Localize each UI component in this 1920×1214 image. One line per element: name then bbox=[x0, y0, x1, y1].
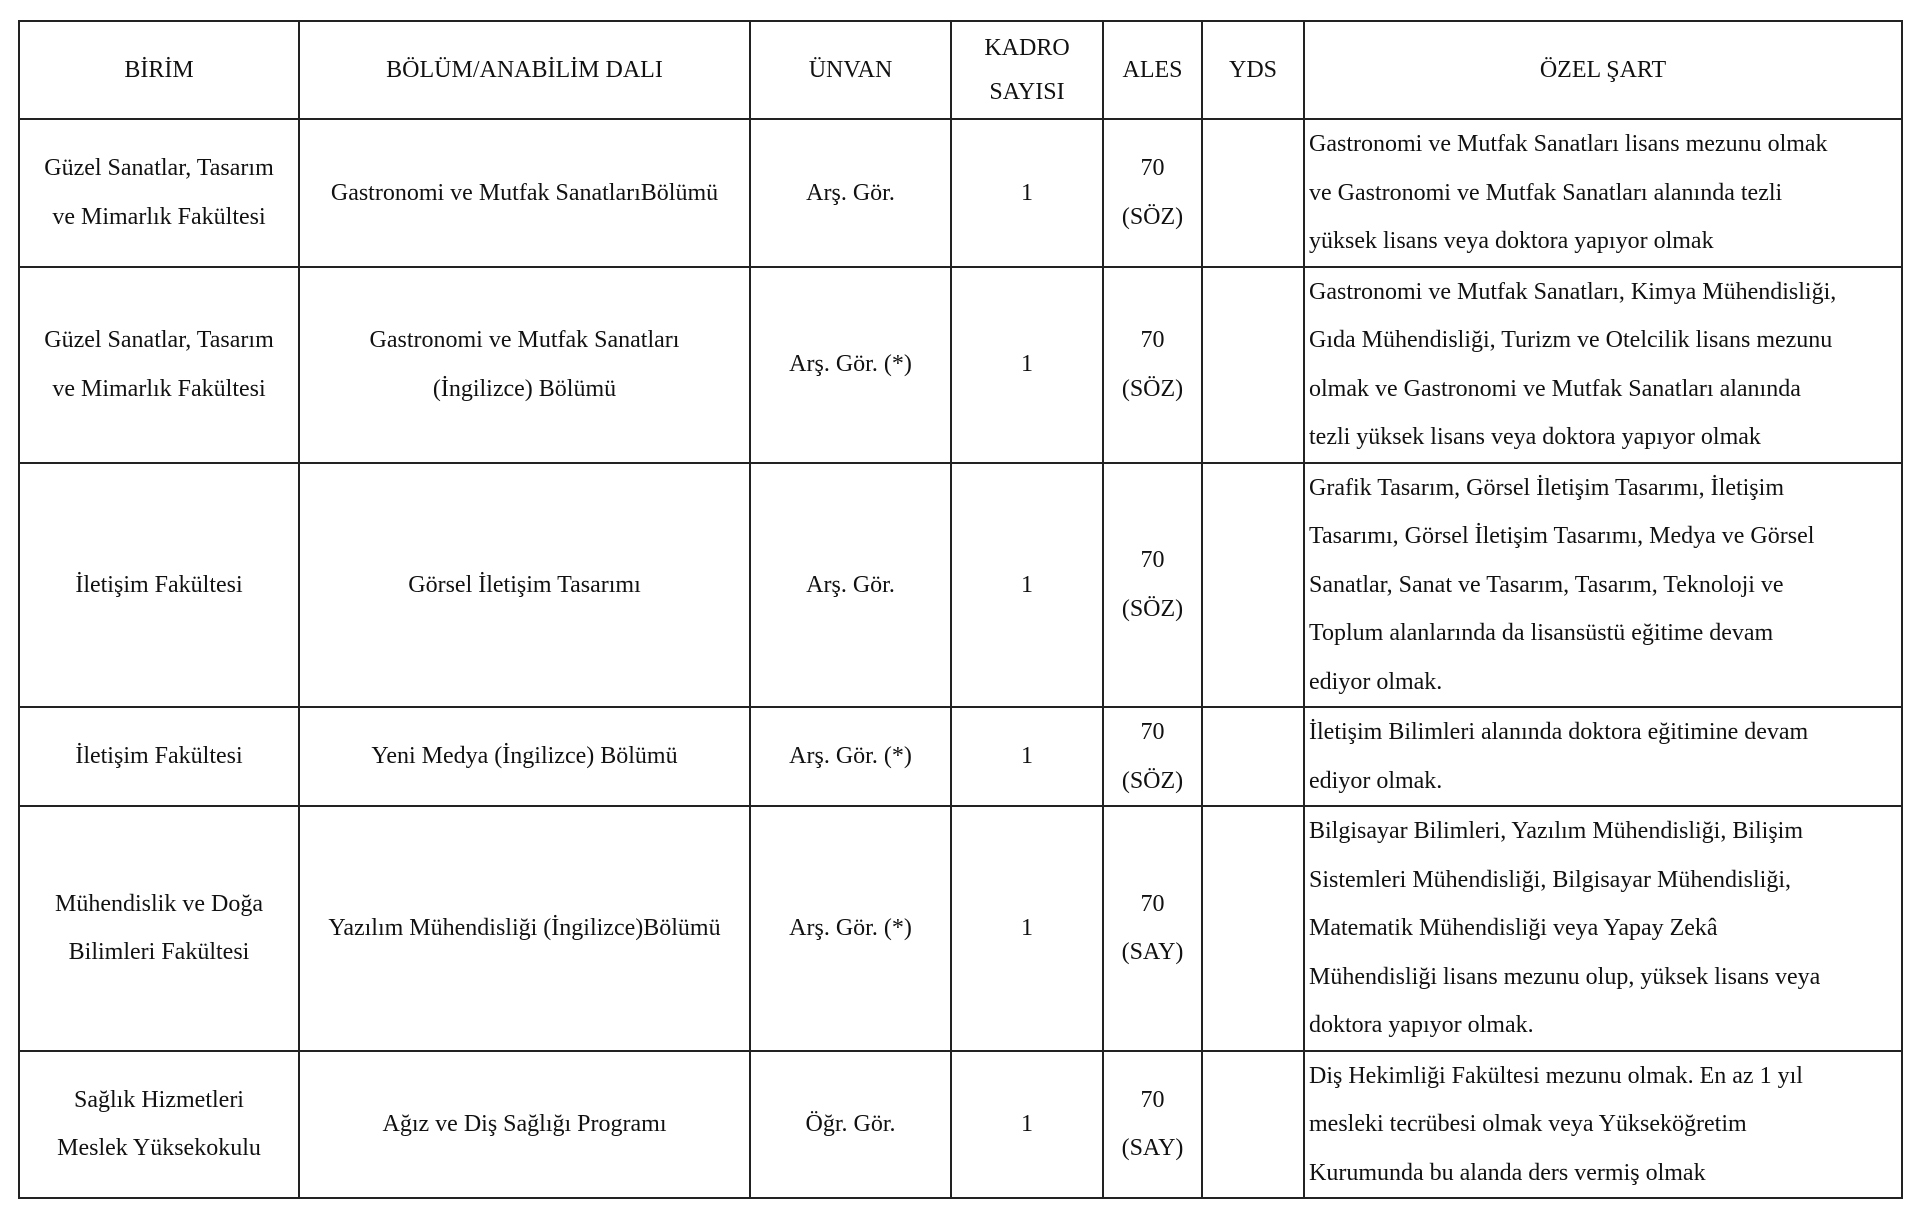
cell-birim-line: Güzel Sanatlar, Tasarım bbox=[44, 327, 274, 353]
cell-bolum-line: Gastronomi ve Mutfak Sanatları bbox=[369, 327, 680, 353]
cell-yds bbox=[1202, 806, 1304, 1051]
cell-yds bbox=[1202, 707, 1304, 806]
cell-birim bbox=[19, 1051, 299, 1199]
cell-ozel bbox=[1304, 463, 1902, 708]
cell-ales bbox=[1103, 806, 1202, 1051]
cell-bolum-line: Yazılım Mühendisliği (İngilizce)Bölümü bbox=[328, 915, 721, 941]
header-kadro bbox=[951, 21, 1103, 119]
cell-birim-line: ve Mimarlık Fakültesi bbox=[52, 375, 266, 402]
cell-yds bbox=[1202, 1051, 1304, 1199]
cell-ales-line: 70 bbox=[1140, 890, 1165, 917]
cell-yds bbox=[1202, 119, 1304, 267]
cell-ozel-line: yüksek lisans veya doktora yapıyor olmak bbox=[1309, 228, 1714, 254]
cell-ales bbox=[1103, 1051, 1202, 1199]
header-birim: BİRİM bbox=[19, 21, 299, 119]
cell-birim bbox=[19, 119, 299, 267]
cell-ozel-line: Toplum alanlarında da lisansüstü eğitime devam bbox=[1309, 620, 1774, 646]
cell-bolum bbox=[299, 119, 750, 267]
cell-unvan: Arş. Gör. (*) bbox=[750, 806, 951, 1051]
cell-ozel-line: tezli yüksek lisans veya doktora yapıyor olmak bbox=[1309, 424, 1761, 450]
cell-ozel-line: Kurumunda bu alanda ders vermiş olmak bbox=[1309, 1159, 1706, 1186]
cell-ales-line: 70 bbox=[1140, 155, 1165, 182]
cell-ozel-line: doktora yapıyor olmak. bbox=[1309, 1012, 1534, 1038]
cell-bolum bbox=[299, 463, 750, 708]
cell-ales bbox=[1103, 119, 1202, 267]
cell-ozel-line: İletişim Bilimleri alanında doktora eğitimine devam bbox=[1309, 719, 1809, 745]
cell-unvan: Öğr. Gör. bbox=[750, 1051, 951, 1199]
table-row bbox=[19, 1051, 1902, 1199]
cell-ales-line: (SAY) bbox=[1121, 1135, 1184, 1162]
cell-bolum bbox=[299, 1051, 750, 1199]
header-ales: ALES bbox=[1103, 21, 1202, 119]
table-row bbox=[19, 463, 1902, 708]
cell-ozel-line: Tasarımı, Görsel İletişim Tasarımı, Medya ve Görsel bbox=[1309, 523, 1815, 549]
cell-ozel-line: Mühendisliği lisans mezunu olup, yüksek lisans veya bbox=[1309, 963, 1821, 990]
cell-ozel-line: Bilgisayar Bilimleri, Yazılım Mühendisliği, Bilişim bbox=[1309, 818, 1804, 844]
table-row bbox=[19, 707, 1902, 806]
cell-ozel-line: ediyor olmak. bbox=[1309, 767, 1443, 794]
cell-birim-line: Güzel Sanatlar, Tasarım bbox=[44, 155, 274, 182]
cell-bolum-line: Gastronomi ve Mutfak SanatlarıBölümü bbox=[330, 179, 719, 206]
cell-ales bbox=[1103, 267, 1202, 463]
cell-ozel-line: Sanatlar, Sanat ve Tasarım, Tasarım, Teknoloji ve bbox=[1309, 571, 1784, 598]
cell-unvan: Arş. Gör. (*) bbox=[750, 707, 951, 806]
cell-birim-line: İletişim Fakültesi bbox=[75, 571, 243, 598]
positions-table bbox=[18, 20, 1903, 1199]
cell-ales-line: 70 bbox=[1140, 719, 1165, 745]
cell-ozel-line: ediyor olmak. bbox=[1309, 668, 1443, 695]
cell-kadro: 1 bbox=[951, 707, 1103, 806]
cell-ales-line: (SÖZ) bbox=[1121, 767, 1184, 794]
cell-birim bbox=[19, 707, 299, 806]
cell-ozel-line: Matematik Mühendisliği veya Yapay Zekâ bbox=[1309, 915, 1718, 941]
header-kadro-line: KADRO bbox=[984, 35, 1070, 61]
cell-ales-line: (SÖZ) bbox=[1121, 375, 1184, 402]
cell-bolum-line: Yeni Medya (İngilizce) Bölümü bbox=[371, 743, 678, 770]
cell-bolum bbox=[299, 707, 750, 806]
cell-kadro: 1 bbox=[951, 267, 1103, 463]
cell-ozel bbox=[1304, 806, 1902, 1051]
cell-ozel-line: olmak ve Gastronomi ve Mutfak Sanatları alanında bbox=[1309, 375, 1801, 402]
cell-birim-line: ve Mimarlık Fakültesi bbox=[52, 203, 266, 230]
table-row bbox=[19, 267, 1902, 463]
cell-birim bbox=[19, 463, 299, 708]
cell-ales-line: (SÖZ) bbox=[1121, 203, 1184, 230]
header-yds: YDS bbox=[1202, 21, 1304, 119]
cell-ales-line: (SAY) bbox=[1121, 939, 1184, 966]
cell-bolum-line: (İngilizce) Bölümü bbox=[432, 375, 617, 402]
cell-bolum bbox=[299, 267, 750, 463]
cell-yds bbox=[1202, 267, 1304, 463]
cell-birim-line: Mühendislik ve Doğa bbox=[55, 890, 263, 917]
cell-birim-line: Meslek Yüksekokulu bbox=[57, 1135, 261, 1162]
cell-ales-line: 70 bbox=[1140, 1086, 1165, 1113]
cell-kadro: 1 bbox=[951, 119, 1103, 267]
cell-ozel bbox=[1304, 267, 1902, 463]
header-unvan: ÜNVAN bbox=[750, 21, 951, 119]
cell-ozel-line: Gıda Mühendisliği, Turizm ve Otelcilik lisans mezunu bbox=[1309, 327, 1833, 353]
cell-birim-line: Bilimleri Fakültesi bbox=[68, 939, 250, 966]
cell-ozel-line: Diş Hekimliği Fakültesi mezunu olmak. En az 1 yıl bbox=[1309, 1062, 1803, 1089]
cell-ales-line: 70 bbox=[1140, 327, 1165, 353]
cell-birim bbox=[19, 267, 299, 463]
cell-ozel bbox=[1304, 707, 1902, 806]
cell-birim bbox=[19, 806, 299, 1051]
cell-ozel-line: Gastronomi ve Mutfak Sanatları lisans mezunu olmak bbox=[1309, 131, 1828, 157]
cell-bolum bbox=[299, 806, 750, 1051]
cell-bolum-line: Görsel İletişim Tasarımı bbox=[408, 571, 641, 598]
table-row bbox=[19, 806, 1902, 1051]
cell-yds bbox=[1202, 463, 1304, 708]
header-ozel: ÖZEL ŞART bbox=[1304, 21, 1902, 119]
cell-kadro: 1 bbox=[951, 806, 1103, 1051]
cell-birim-line: İletişim Fakültesi bbox=[75, 743, 243, 770]
cell-unvan: Arş. Gör. bbox=[750, 463, 951, 708]
cell-ales bbox=[1103, 707, 1202, 806]
cell-kadro: 1 bbox=[951, 463, 1103, 708]
cell-ozel-line: ve Gastronomi ve Mutfak Sanatları alanında tezli bbox=[1309, 179, 1783, 206]
cell-ozel bbox=[1304, 1051, 1902, 1199]
header-row bbox=[19, 21, 1902, 119]
header-kadro-line: SAYISI bbox=[989, 79, 1065, 105]
cell-ozel-line: Sistemleri Mühendisliği, Bilgisayar Mühendisliği, bbox=[1309, 866, 1791, 893]
cell-ozel-line: Gastronomi ve Mutfak Sanatları, Kimya Mühendisliği, bbox=[1309, 278, 1837, 305]
cell-unvan: Arş. Gör. bbox=[750, 119, 951, 267]
cell-ales bbox=[1103, 463, 1202, 708]
cell-ales-line: (SÖZ) bbox=[1121, 595, 1184, 622]
cell-bolum-line: Ağız ve Diş Sağlığı Programı bbox=[382, 1111, 667, 1137]
cell-birim-line: Sağlık Hizmetleri bbox=[74, 1086, 244, 1113]
cell-ozel bbox=[1304, 119, 1902, 267]
table-row bbox=[19, 119, 1902, 267]
cell-ozel-line: Grafik Tasarım, Görsel İletişim Tasarımı, İletişim bbox=[1309, 474, 1784, 501]
cell-kadro: 1 bbox=[951, 1051, 1103, 1199]
cell-ales-line: 70 bbox=[1140, 547, 1165, 574]
header-bolum: BÖLÜM/ANABİLİM DALI bbox=[299, 21, 750, 119]
cell-unvan: Arş. Gör. (*) bbox=[750, 267, 951, 463]
cell-ozel-line: mesleki tecrübesi olmak veya Yükseköğretim bbox=[1309, 1111, 1747, 1137]
